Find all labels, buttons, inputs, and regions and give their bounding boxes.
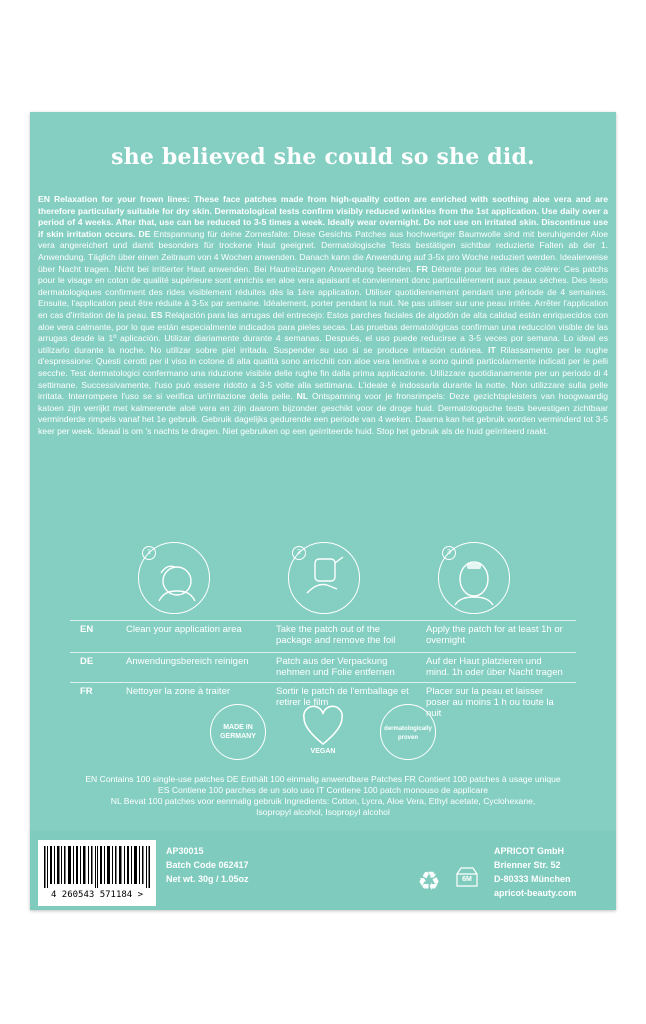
batch-info (166, 844, 249, 886)
pao-label: 6M (462, 876, 472, 883)
tagline: she believed she could so she did. (111, 144, 535, 170)
made-in-germany-badge: MADE IN GERMANY (210, 704, 266, 760)
steps-row-en (80, 624, 563, 648)
barcode-digits: 4 260543 571184 > (50, 890, 144, 900)
lang-label: EN (80, 624, 94, 635)
desc-fr-lead: FR (416, 263, 432, 274)
contents-text (60, 774, 586, 818)
desc-nl: Ontspanning voor je fronsrimpels: Deze gezichtspleisters van hoogwaardig katoen zijn verrijkt met kalmerende aloë vera en zijn daarom bijzonder geschikt voor de droge huid. Dermatologische tests bevestigen zichtbaar verminderde rimpels vanaf het 1e gebruik. Gebruik dagelijks gedurende een periode van 4 weken. Daarna kan het gebruik worden verminderd tot 3-5 keer per week. Ideaal is om 's nachts te dragen. Niet gebruiken op een geïrriteerde huid. Stop het gebruik als de huid geïrriteerd raakt. (38, 391, 608, 436)
application-steps (30, 542, 616, 719)
desc-it-lead: IT (488, 344, 501, 355)
steps-row-de (80, 656, 563, 680)
step-number-1: 1 (142, 546, 156, 560)
description-text (38, 194, 608, 437)
divider (70, 682, 576, 683)
period-after-opening-icon (454, 866, 480, 888)
product-package-back (30, 112, 616, 910)
lang-label: DE (80, 656, 94, 667)
desc-es-lead: ES (150, 309, 165, 320)
desc-es: Relajación para las arrugas del entrecejo: Estos parches faciales de algodón de alta calidad están enriquecidos con aloe vera calmante, por lo que están especialmente indicados para pieles secas. Las pruebas dermatológicas confirman una reducción visible de las arrugas desde la 1º aplicación. Utilizar diariamente durante 4 semanas. Después, el uso puede reducirse a 3-5 veces por semana. Lo ideal es utilizarlo durante la noche. No utilizar sobre piel irritada. Suspender su uso si se produce irritación cutánea. (38, 309, 609, 355)
step-number-3: 3 (442, 546, 456, 560)
desc-it: Rilassamento per le rughe d'espressione: Questi cerotti per il viso in cotone di alta qualità sono arricchiti con aloe vera lenitiva e sono quindi particolarmente indicati per le pelli secche. Test dermatologici confermano una riduzione visibile delle rughe fin dalla prima applicazione. Utilizzare quotidianamente per un periodo di 4 settimane. Successivamente, l'uso può essere ridotto a 3-5 volte alla settimana. L'ideale è indossarla durante la notte. Non utilizzare sulla pelle irritata. Interrompere l'uso se si verifica un'irritazione della pelle. (38, 344, 608, 402)
desc-fr: Détente pour tes rides de colère: Ces patchs pour le visage en coton de qualité supérieure sont enrichis en aloe vera apaisant et conviennent donc particulièrement aux peaux sèches. Des tests dermatologiques confirment des rides visiblement réduites dès la 1ère application. Utiliser quotidiennement pendant une période de 4 semaines. Ensuite, l'application peut être réduite à 3-5x par semaine. Idéalement, porter pendant la nuit. Ne pas utiliser sur une peau irritée. Arrêter l'application en cas d'irritation de la peau. (38, 263, 609, 320)
contents-line: NL Bevat 100 patches voor eenmalig gebruik Ingredients: Cotton, Lycra, Aloe Vera, Ethyl acetate, Cyclohexane, (110, 796, 536, 806)
company-street: Brienner Str. 52 (494, 860, 561, 870)
step-text: Nettoyer la zone à traiter (126, 686, 231, 697)
company-name: APRICOT GmbH (494, 846, 565, 856)
barcode (38, 840, 156, 906)
step-text: Clean your application area (126, 624, 242, 635)
recycle-icon: ♻ (417, 866, 441, 896)
divider (70, 652, 576, 653)
desc-de-lead: DE (138, 228, 154, 239)
contents-line: EN Contains 100 single-use patches DE Enthält 100 einmalig anwendbare Patches FR Contient 100 patches à usage unique (85, 774, 561, 784)
company-city: D-80333 München (494, 874, 571, 884)
step-text: Take the patch out of the package and remove the foil (276, 624, 396, 646)
desc-nl-lead: NL (296, 391, 312, 402)
step-text: Auf der Haut platzieren und mind. 1h oder über Nacht tragen (426, 656, 563, 678)
step-text: Sortir le patch de l'emballage et retirer le film (276, 686, 409, 708)
company-website: apricot-beauty.com (494, 888, 577, 898)
net-weight: Net wt. 30g / 1.05oz (166, 874, 249, 884)
certification-badges (30, 704, 616, 764)
divider (70, 620, 576, 621)
lang-label: FR (80, 686, 93, 697)
step-text: Apply the patch for at least 1h or overnight (426, 624, 563, 646)
desc-en: EN Relaxation for your frown lines: These face patches made from high-quality cotton are enriched with soothing aloe vera and are therefore particularly suitable for dry skin. Dermatological tests confirm visibly reduced wrinkles from the 1st application. Use daily over a period of 4 weeks. After that, use can be reduced to 3-5 times a week. Ideally wear overnight. Do not use on irritated skin. Discontinue use if skin irritation occurs. (38, 194, 608, 239)
step-text: Placer sur la peau et laisser poser au moins 1 h ou toute la nuit (426, 686, 554, 719)
bottom-info-panel (30, 830, 616, 910)
vegan-heart-icon (298, 704, 348, 764)
barcode-bars-icon (44, 846, 150, 888)
desc-de: Entspannung für deine Zornesfalte: Diese Gesichts Patches aus hochwertiger Baumwolle sind mit beruhigender Aloe vera angereichert und damit besonders für trockene Haut geeignet. Dermatologische Tests bestätigen sichtbar reduzierte Falten ab der 1. Anwendung. Täglich über einen Zeitraum von 4 Wochen anwenden. Danach kann die Anwendung auf 3-5x pro Woche reduziert werden. Idealerweise über Nacht tragen. Nicht bei irritierter Haut anwenden. Bei Hautreizungen Anwendung beenden. (38, 228, 609, 274)
product-code: AP30015 (166, 846, 204, 856)
vegan-label: VEGAN (310, 748, 336, 755)
batch-code: Batch Code 062417 (166, 860, 249, 870)
step-number-2: 2 (292, 546, 306, 560)
step-text: Patch aus der Verpackung nehmen und Folie entfernen (276, 656, 395, 678)
step-text: Anwendungsbereich reinigen (126, 656, 249, 667)
company-address (494, 844, 576, 900)
contents-line: ES Contiene 100 parches de un solo uso IT Contiene 100 patch monouso de applicare (158, 785, 488, 795)
contents-line: Isopropyl alcohol, Isopropyl alcohol (256, 807, 390, 817)
derm-proven-badge: dermatologically proven (380, 704, 436, 760)
